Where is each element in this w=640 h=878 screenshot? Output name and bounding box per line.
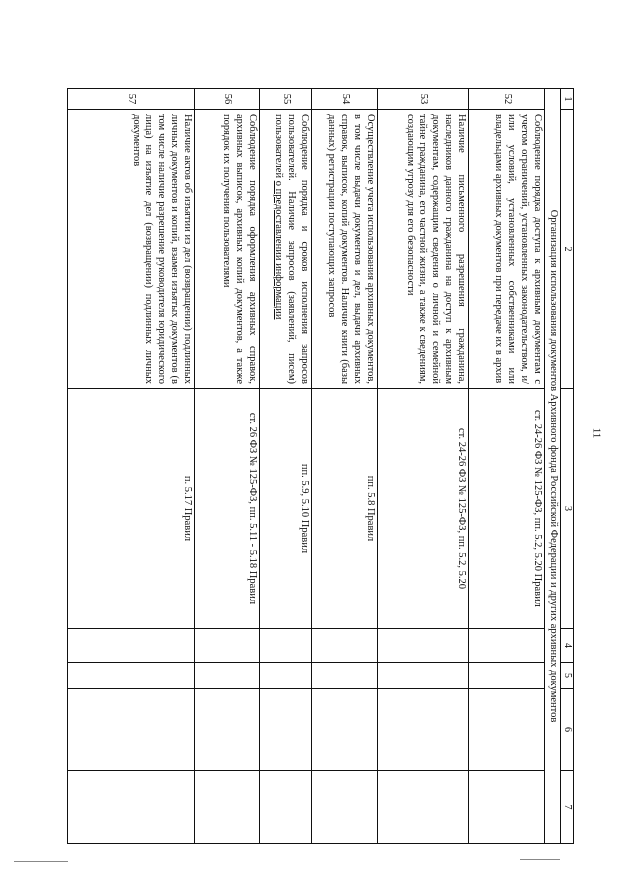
footer-rule-left — [14, 861, 68, 862]
footer-rule-right — [520, 859, 560, 860]
row-number: 55 — [259, 89, 311, 110]
empty-cell — [311, 663, 377, 689]
empty-cell — [194, 629, 259, 663]
empty-cell — [311, 689, 377, 771]
empty-cell — [377, 771, 468, 844]
empty-cell — [468, 663, 544, 689]
empty-cell — [259, 663, 311, 689]
empty-cell — [259, 689, 311, 771]
requirement-text-main: Соблюдение порядка и сроков исполнения запросов пользователей. Наличие запросов (заявлений, писем) пользователей — [273, 114, 310, 384]
row-number: 52 — [468, 89, 544, 110]
empty-cell — [67, 689, 194, 771]
rotated-table-container — [70, 88, 574, 843]
row-number: 54 — [311, 89, 377, 110]
page-number: 11 — [590, 427, 603, 439]
section-title-row — [544, 89, 560, 844]
empty-cell — [468, 689, 544, 771]
inspection-table — [67, 88, 574, 844]
col-number-7: 7 — [560, 771, 573, 844]
col-number-2: 2 — [560, 110, 573, 389]
row-number: 56 — [194, 89, 259, 110]
requirement-text: Соблюдение порядка оформления архивных справок, архивных выписок, архивных копий документов, а также порядок их получения пользователями — [194, 110, 259, 389]
requirement-text: Осуществление учета использования архивных документов, в том числе выдачи документов и дел, выдачи архивных справок, выписок, копий документов. Наличие книги (базы данных) регистрации поступающих запросов — [311, 110, 377, 389]
legal-reference: п. 5.17 Правил — [67, 389, 194, 629]
requirement-text: Наличие письменного разрешения гражданина, наследников данного гражданина на доступ к архивным документам, содержащим сведения о личной и семейной тайне гражданина, его частной жизни, а также к сведениям, создающим угрозу для его безопасности — [377, 110, 468, 389]
empty-cell — [377, 629, 468, 663]
empty-cell — [468, 629, 544, 663]
empty-cell — [311, 629, 377, 663]
table-row — [377, 89, 468, 844]
empty-cell — [67, 771, 194, 844]
legal-reference: ст. 24-26 ФЗ № 125-ФЗ, пп. 5.2, 5.20 — [377, 389, 468, 629]
col-number-3: 3 — [560, 389, 573, 629]
legal-reference: пп. 5.9, 5.10 Правил — [259, 389, 311, 629]
col-number-6: 6 — [560, 689, 573, 771]
legal-reference: пп. 5.8 Правил — [311, 389, 377, 629]
col-number-5: 5 — [560, 663, 573, 689]
table-row — [468, 89, 544, 844]
empty-cell — [377, 689, 468, 771]
requirement-text-underlined: о предоставлении информации — [273, 180, 285, 320]
empty-cell — [468, 771, 544, 844]
row-number: 57 — [67, 89, 194, 110]
section-title: Организация использования документов Архивного фонда Российской Федерации и других архивных документов — [544, 89, 560, 844]
requirement-text — [259, 110, 311, 389]
row-number: 53 — [377, 89, 468, 110]
empty-cell — [194, 771, 259, 844]
empty-cell — [259, 771, 311, 844]
table-row — [259, 89, 311, 844]
empty-cell — [194, 663, 259, 689]
requirement-text: Наличие актов об изъятии из дел (возвращении) подлинных личных документов и копий, взамен изъятых документов (в том числе наличие разрешение руководителя юридического лица) на изъятие дел (возвращении) подлинных личных документов — [67, 110, 194, 389]
empty-cell — [194, 689, 259, 771]
empty-cell — [259, 629, 311, 663]
column-number-row — [560, 89, 573, 844]
requirement-text: Соблюдение порядка доступа к архивным документам с учетом ограничений, установленных законодательством, и/или условий, установленных собственниками или владельцами архивных документов при передаче их в архив — [468, 110, 544, 389]
empty-cell — [67, 663, 194, 689]
col-number-4: 4 — [560, 629, 573, 663]
empty-cell — [377, 663, 468, 689]
col-number-1: 1 — [560, 89, 573, 110]
table-row — [311, 89, 377, 844]
empty-cell — [67, 629, 194, 663]
table-row — [194, 89, 259, 844]
empty-cell — [311, 771, 377, 844]
legal-reference: ст. 26 ФЗ № 125-ФЗ, пп. 5.11 - 5.18 Правил — [194, 389, 259, 629]
table-row — [67, 89, 194, 844]
legal-reference: ст. 24-26 ФЗ № 125-ФЗ, пп. 5.2, 5.20 Правил — [468, 389, 544, 629]
